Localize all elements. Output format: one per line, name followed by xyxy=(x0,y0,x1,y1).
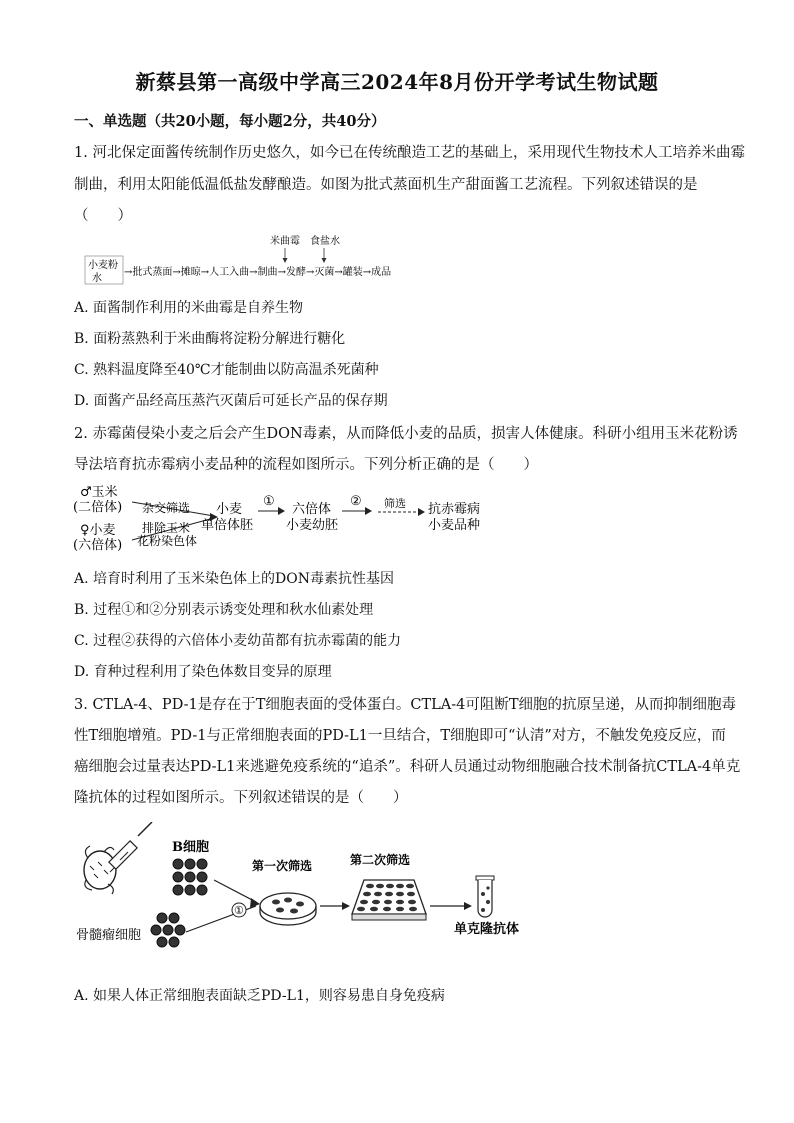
q1-process-flow-diagram xyxy=(84,230,464,286)
q2-male-corn: ♂玉米 xyxy=(80,485,118,500)
q2-female-wheat: ♀小麦 xyxy=(80,523,116,538)
q2-stage-hexaploid: 六倍体 xyxy=(292,502,332,517)
q2-arrow-3-label: 筛选 xyxy=(384,497,406,510)
q1-step-ferment: 发酵 xyxy=(285,267,306,278)
q1-step-sterilize: 灭菌 xyxy=(314,267,335,278)
q2-female-ploidy: (六倍体) xyxy=(73,538,123,553)
q1-option-d: D. 面酱产品经高压蒸汽灭菌后可延长产品的保存期 xyxy=(74,393,388,409)
q1-stem-line-2: 制曲，利用太阳能低温低盐发酵酿造。如图为批式蒸面机生产甜面酱工艺流程。下列叙述错误的是 xyxy=(74,177,698,193)
q1-step-steam: 批式蒸面 xyxy=(132,267,173,278)
b-cell-cluster xyxy=(173,859,207,895)
q2-option-a: A. 培育时利用了玉米染色体上的DON毒素抗性基因 xyxy=(74,571,394,587)
q2-stage-wheat: 小麦 xyxy=(216,502,243,517)
q2-step-exclude: 排除玉米 xyxy=(142,521,191,535)
q2-step-cross: 杂交筛选 xyxy=(142,501,191,515)
petri-dish-icon xyxy=(260,893,316,925)
q2-option-d: D. 育种过程利用了染色体数目变异的原理 xyxy=(74,664,332,680)
q1-flow-steps: →批式蒸面→摊晾→人工入曲→制曲→发酵→灭菌→罐装→成品 xyxy=(124,267,392,278)
q2-stage-haploid: 单倍体胚 xyxy=(201,518,254,533)
well-plate-icon xyxy=(352,880,426,920)
test-tube-icon xyxy=(476,876,494,917)
q3-stem-line-2: 性T细胞增殖。PD-1与正常细胞表面的PD-L1一旦结合，T细胞即可“认清”对方，不触发免疫反应，而 xyxy=(74,728,726,744)
q2-option-c: C. 过程②获得的六倍体小麦幼苗都有抗赤霉菌的能力 xyxy=(74,633,402,649)
q1-option-c: C. 熟料温度降至40℃才能制曲以防高温杀死菌种 xyxy=(74,362,379,378)
q2-option-b: B. 过程①和②分别表示诱变处理和秋水仙素处理 xyxy=(74,602,374,618)
q1-step-inoculate: 人工入曲 xyxy=(209,267,250,278)
q2-stem-line-2: 导法培育抗赤霉病小麦品种的流程如图所示。下列分析正确的是（ ） xyxy=(74,457,538,473)
q1-stem-line-1: 1. 河北保定面酱传统制作历史悠久，如今已在传统酿造工艺的基础上，采用现代生物技术人工培养米曲霉 xyxy=(74,145,745,161)
q2-arrow-1-label: ① xyxy=(263,494,275,509)
q3-monoclonal-antibody-diagram xyxy=(74,822,544,950)
q1-step-can: 罐装 xyxy=(342,267,363,278)
q3-step-1: ① xyxy=(234,904,244,917)
myeloma-cell-cluster xyxy=(151,913,185,947)
q1-input-line-2: 水 xyxy=(92,273,102,284)
q2-breeding-flow-diagram xyxy=(70,480,500,560)
q3-label-myeloma: 骨髓瘤细胞 xyxy=(76,928,142,943)
q3-label-screen2: 第二次筛选 xyxy=(350,853,411,867)
q3-label-b-cell: B细胞 xyxy=(172,840,209,855)
q2-stem-line-1: 2. 赤霉菌侵染小麦之后会产生DON毒素，从而降低小麦的品质，损害人体健康。科研小组用玉米花粉诱 xyxy=(74,426,738,442)
q2-stage-variety: 小麦品种 xyxy=(428,518,481,533)
mouse-icon xyxy=(84,846,116,894)
q1-step-cool: 摊晾 xyxy=(180,267,201,278)
q3-stem-line-3: 癌细胞会过量表达PD-L1来逃避免疫系统的“追杀”。科研人员通过动物细胞融合技术制备抗CTLA-4单克 xyxy=(74,759,741,775)
q1-label-aspergillus: 米曲霉 xyxy=(270,236,300,247)
q1-step-product: 成品 xyxy=(371,267,392,278)
q1-step-koji: 制曲 xyxy=(257,267,278,278)
section-heading: 一、单选题（共20小题，每小题2分，共40分） xyxy=(74,113,386,130)
q2-stage-resistant: 抗赤霉病 xyxy=(428,502,481,517)
q1-stem-line-3: （ ） xyxy=(74,208,132,224)
q1-option-b: B. 面粉蒸熟利于米曲酶将淀粉分解进行糖化 xyxy=(74,331,346,347)
q2-step-chromosome: 花粉染色体 xyxy=(137,534,198,548)
q2-arrow-2-label: ② xyxy=(350,494,362,509)
q3-stem-line-1: 3. CTLA-4、PD-1是存在于T细胞表面的受体蛋白。CTLA-4可阻断T细胞的抗原呈递，从而抑制细胞毒 xyxy=(74,697,737,713)
q3-label-screen1: 第一次筛选 xyxy=(252,859,313,873)
syringe-icon xyxy=(109,822,152,872)
q2-male-ploidy: (二倍体) xyxy=(73,500,123,515)
q3-label-antibody: 单克隆抗体 xyxy=(454,922,520,937)
q3-stem-line-4: 隆抗体的过程如图所示。下列叙述错误的是（ ） xyxy=(74,790,408,806)
q1-option-a: A. 面酱制作利用的米曲霉是自养生物 xyxy=(74,300,304,316)
q2-stage-seedling: 小麦幼胚 xyxy=(286,518,339,533)
page-title: 新蔡县第一高级中学高三2024年8月份开学考试生物试题 xyxy=(135,70,659,94)
q3-option-a: A. 如果人体正常细胞表面缺乏PD-L1，则容易患自身免疫病 xyxy=(74,988,445,1004)
q1-label-saltwater: 食盐水 xyxy=(310,236,340,247)
q1-input-line-1: 小麦粉 xyxy=(88,260,118,271)
